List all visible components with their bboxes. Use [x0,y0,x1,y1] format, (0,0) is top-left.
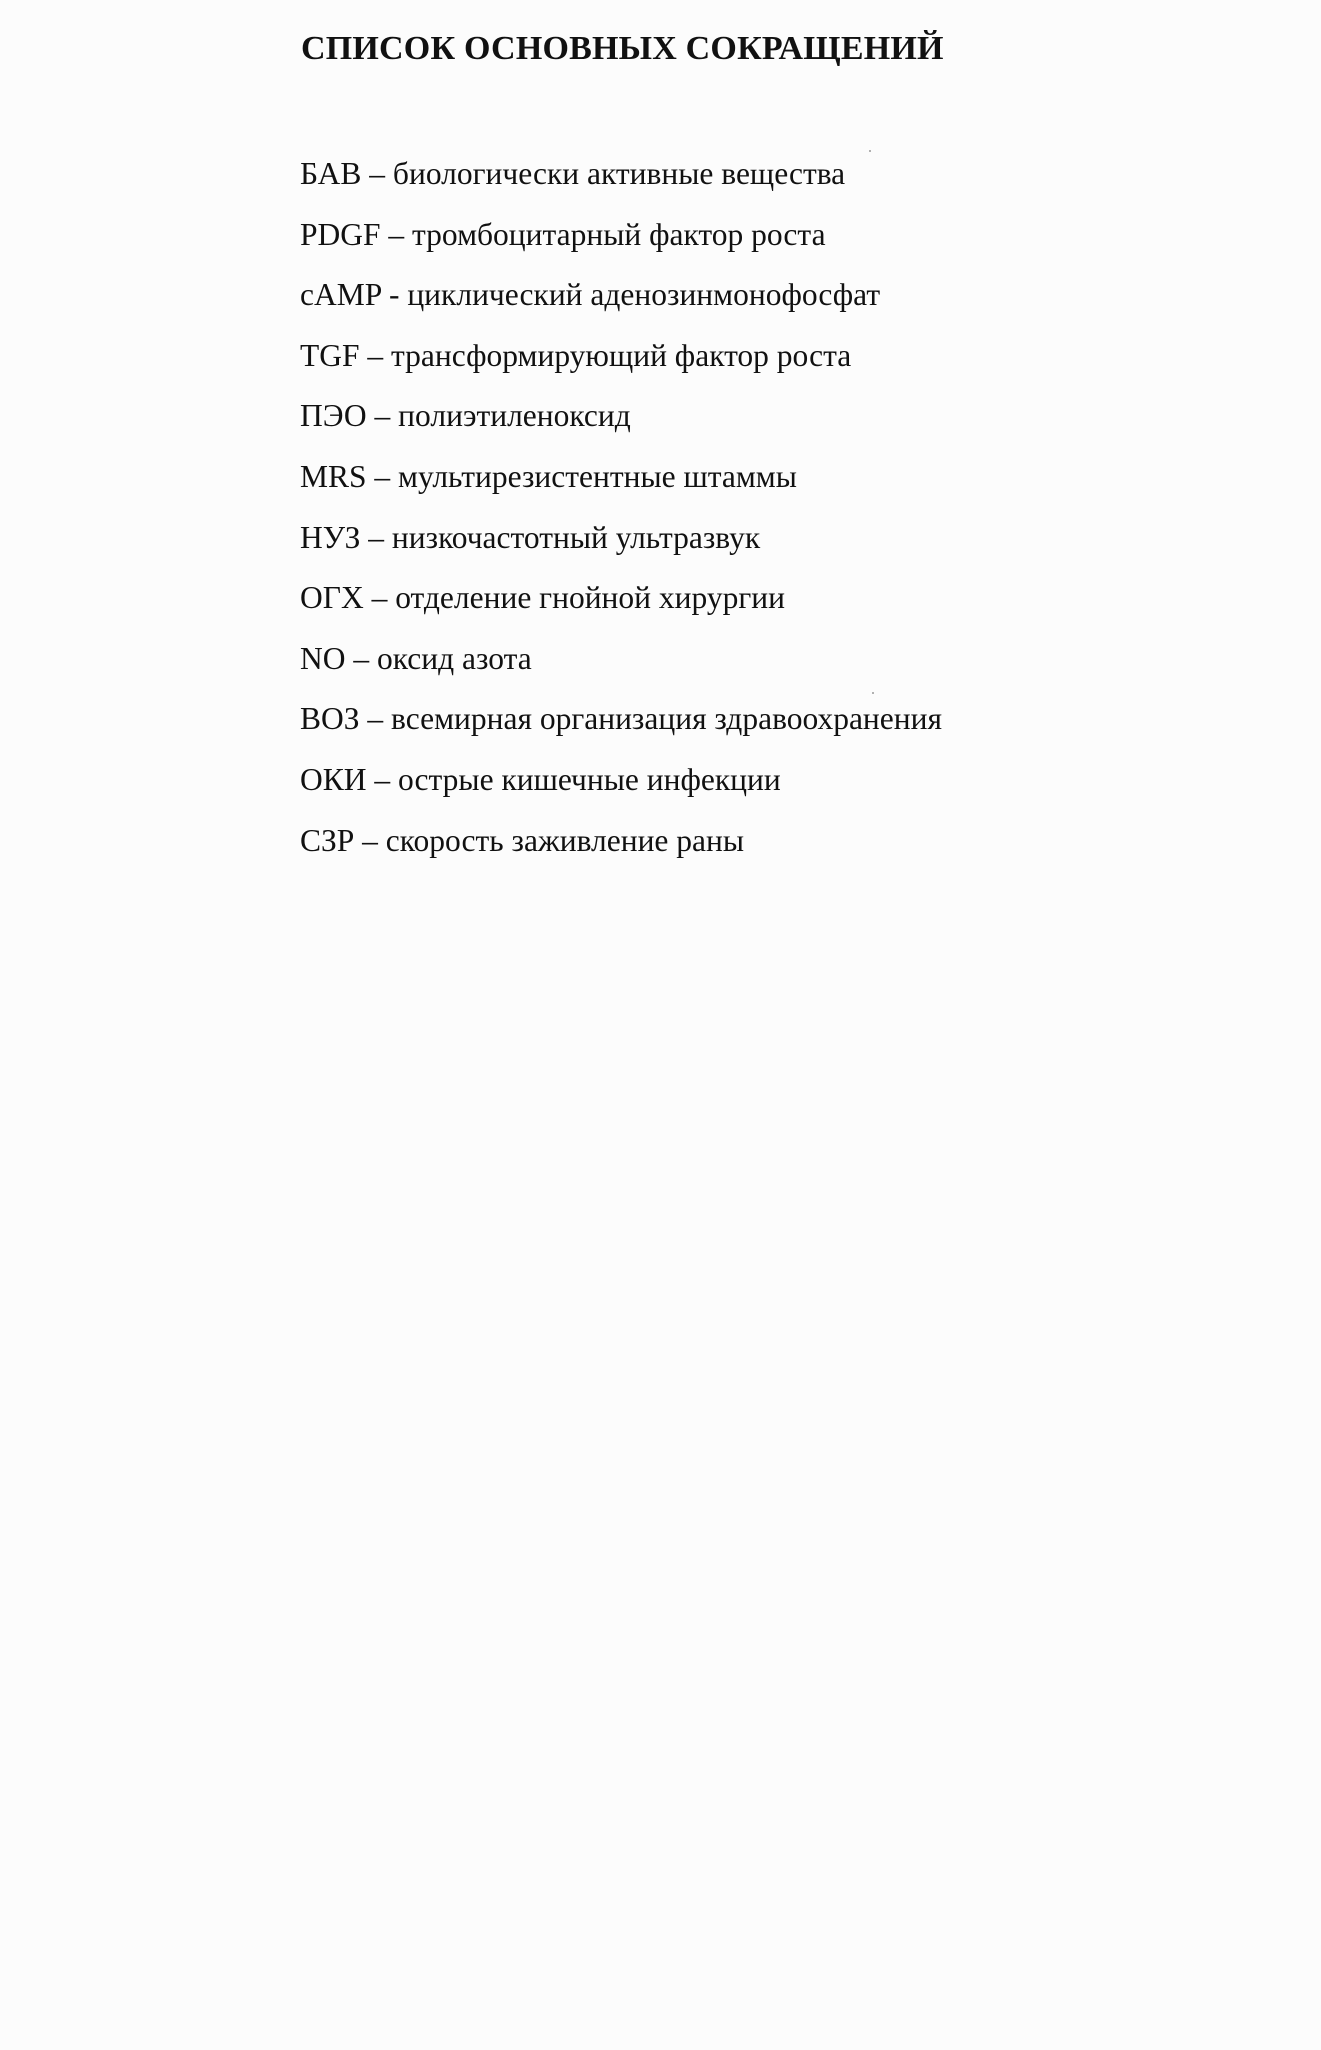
abbreviation-item: БАВ – биологически активные вещества [300,156,846,191]
abbreviation-item: ВОЗ – всемирная организация здравоохранения [300,701,942,737]
scan-speck [869,150,871,152]
abbreviation-item: NO – оксид азота [300,640,532,676]
abbreviation-list [300,152,942,879]
abbreviation-item: MRS – мультирезистентные штаммы [300,458,797,494]
abbreviation-item: PDGF – тромбоцитарный фактор роста [300,216,826,252]
abbreviation-item: НУЗ – низкочастотный ультразвук [300,519,761,555]
page-title: СПИСОК ОСНОВНЫХ СОКРАЩЕНИЙ [301,30,944,67]
abbreviation-item: ОКИ – острые кишечные инфекции [300,761,781,797]
abbreviation-item: ОГХ – отделение гнойной хирургии [300,580,785,616]
abbreviation-item: TGF – трансформирующий фактор роста [300,337,852,373]
scan-speck [872,692,874,694]
abbreviation-item: cAMP - циклический аденозинмонофосфат [300,277,881,313]
abbreviation-item: СЗР – скорость заживление раны [300,822,745,858]
abbreviation-item: ПЭО – полиэтиленоксид [300,398,631,434]
